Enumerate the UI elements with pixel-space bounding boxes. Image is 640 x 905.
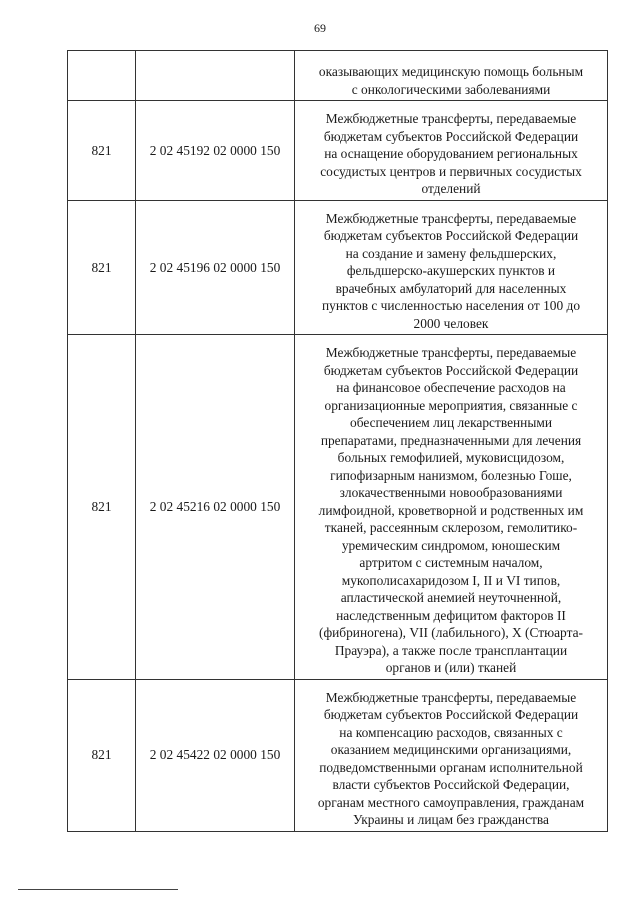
description-line: пунктов с численностью населения от 100 до (321, 298, 581, 313)
description-cell (295, 101, 608, 201)
description-line: оказанием медицинскими организациями, (330, 742, 572, 757)
description-line: сосудистых центров и первичных сосудистых (320, 163, 582, 179)
description-line: врачебных амбулаторий для населенных (335, 280, 567, 296)
description-line: Межбюджетные трансферты, передаваемые (325, 111, 577, 126)
table-row (68, 101, 608, 201)
admin-code-cell: 821 (68, 101, 136, 201)
description-line: оказывающих медицинскую помощь больным (318, 64, 584, 79)
description-line: организационные мероприятия, связанные с (324, 397, 578, 413)
table-row (68, 679, 608, 831)
description-line: (фибриногена), VII (лабильного), X (Стюарта- (319, 625, 583, 640)
description-line: тканей, рассеянным склерозом, гемолитико- (324, 520, 578, 535)
description-line: мукополисахаридозом I, II и VI типов, (341, 572, 561, 588)
page-number: 69 (314, 21, 326, 35)
revenue-code-cell: 2 02 45192 02 0000 150 (136, 101, 295, 201)
description-line: на создание и замену фельдшерских, (345, 245, 557, 261)
description-line: Межбюджетные трансферты, передаваемые (325, 210, 577, 226)
description-line: на оснащение оборудованием региональных (324, 146, 578, 161)
description-line: отделений (421, 181, 481, 196)
description-line: апластической анемией неуточненной, (340, 590, 562, 605)
description-line: бюджетам субъектов Российской Федерации (323, 707, 579, 722)
description-line: Украины и лицам без гражданства (353, 812, 549, 827)
revenue-code-cell: 2 02 45216 02 0000 150 (136, 335, 295, 680)
description-line: злокачественными новообразованиями (339, 485, 563, 500)
description-line: органам местного самоуправления, гражданам (317, 794, 585, 810)
description-line: подведомственными органам исполнительной (319, 759, 583, 775)
description-line: власти субъектов Российской Федерации, (332, 777, 570, 792)
description-line: уремическим синдромом, юношеским (341, 537, 561, 553)
description-line: на финансовое обеспечение расходов на (336, 380, 566, 395)
description-line: бюджетам субъектов Российской Федерации (323, 362, 579, 378)
description-line: Межбюджетные трансферты, передаваемые (325, 689, 577, 705)
description-line: гипофизарным нанизмом, болезнью Гоше, (330, 467, 572, 483)
description-line: Межбюджетные трансферты, передаваемые (325, 345, 577, 360)
table-row (68, 51, 608, 101)
description-line: на компенсацию расходов, связанных с (339, 724, 563, 740)
description-line: Прауэра), а также после трансплантации (334, 642, 568, 658)
description-line: органов и (или) тканей (385, 660, 517, 675)
description-cell (295, 335, 608, 680)
admin-code-cell: 821 (68, 335, 136, 680)
budget-revenue-table (67, 50, 608, 832)
description-line: лимфоидной, кроветворной и родственных им (318, 502, 584, 518)
description-line: бюджетам субъектов Российской Федерации (323, 228, 579, 243)
description-line: фельдшерско-акушерских пунктов и (346, 263, 556, 278)
table-row (68, 335, 608, 680)
description-line: больных гемофилией, муковисцидозом, (337, 450, 565, 465)
footnote-divider (18, 889, 178, 890)
description-line: бюджетам субъектов Российской Федерации (323, 128, 579, 144)
revenue-code-cell: 2 02 45196 02 0000 150 (136, 200, 295, 335)
revenue-code-cell: 2 02 45422 02 0000 150 (136, 679, 295, 831)
description-cell (295, 200, 608, 335)
description-line: артритом с системным началом, (359, 555, 543, 570)
revenue-code-cell (136, 51, 295, 101)
description-line: 2000 человек (413, 315, 489, 331)
table-row (68, 200, 608, 335)
description-line: обеспечением лиц лекарственными (350, 415, 552, 430)
admin-code-cell: 821 (68, 679, 136, 831)
description-cell (295, 679, 608, 831)
description-line: препаратами, предназначенными для лечения (320, 432, 582, 448)
description-line: с онкологическими заболеваниями (351, 81, 551, 97)
description-cell (295, 51, 608, 101)
description-line: наследственным дефицитом факторов II (336, 607, 566, 623)
admin-code-cell: 821 (68, 200, 136, 335)
admin-code-cell (68, 51, 136, 101)
